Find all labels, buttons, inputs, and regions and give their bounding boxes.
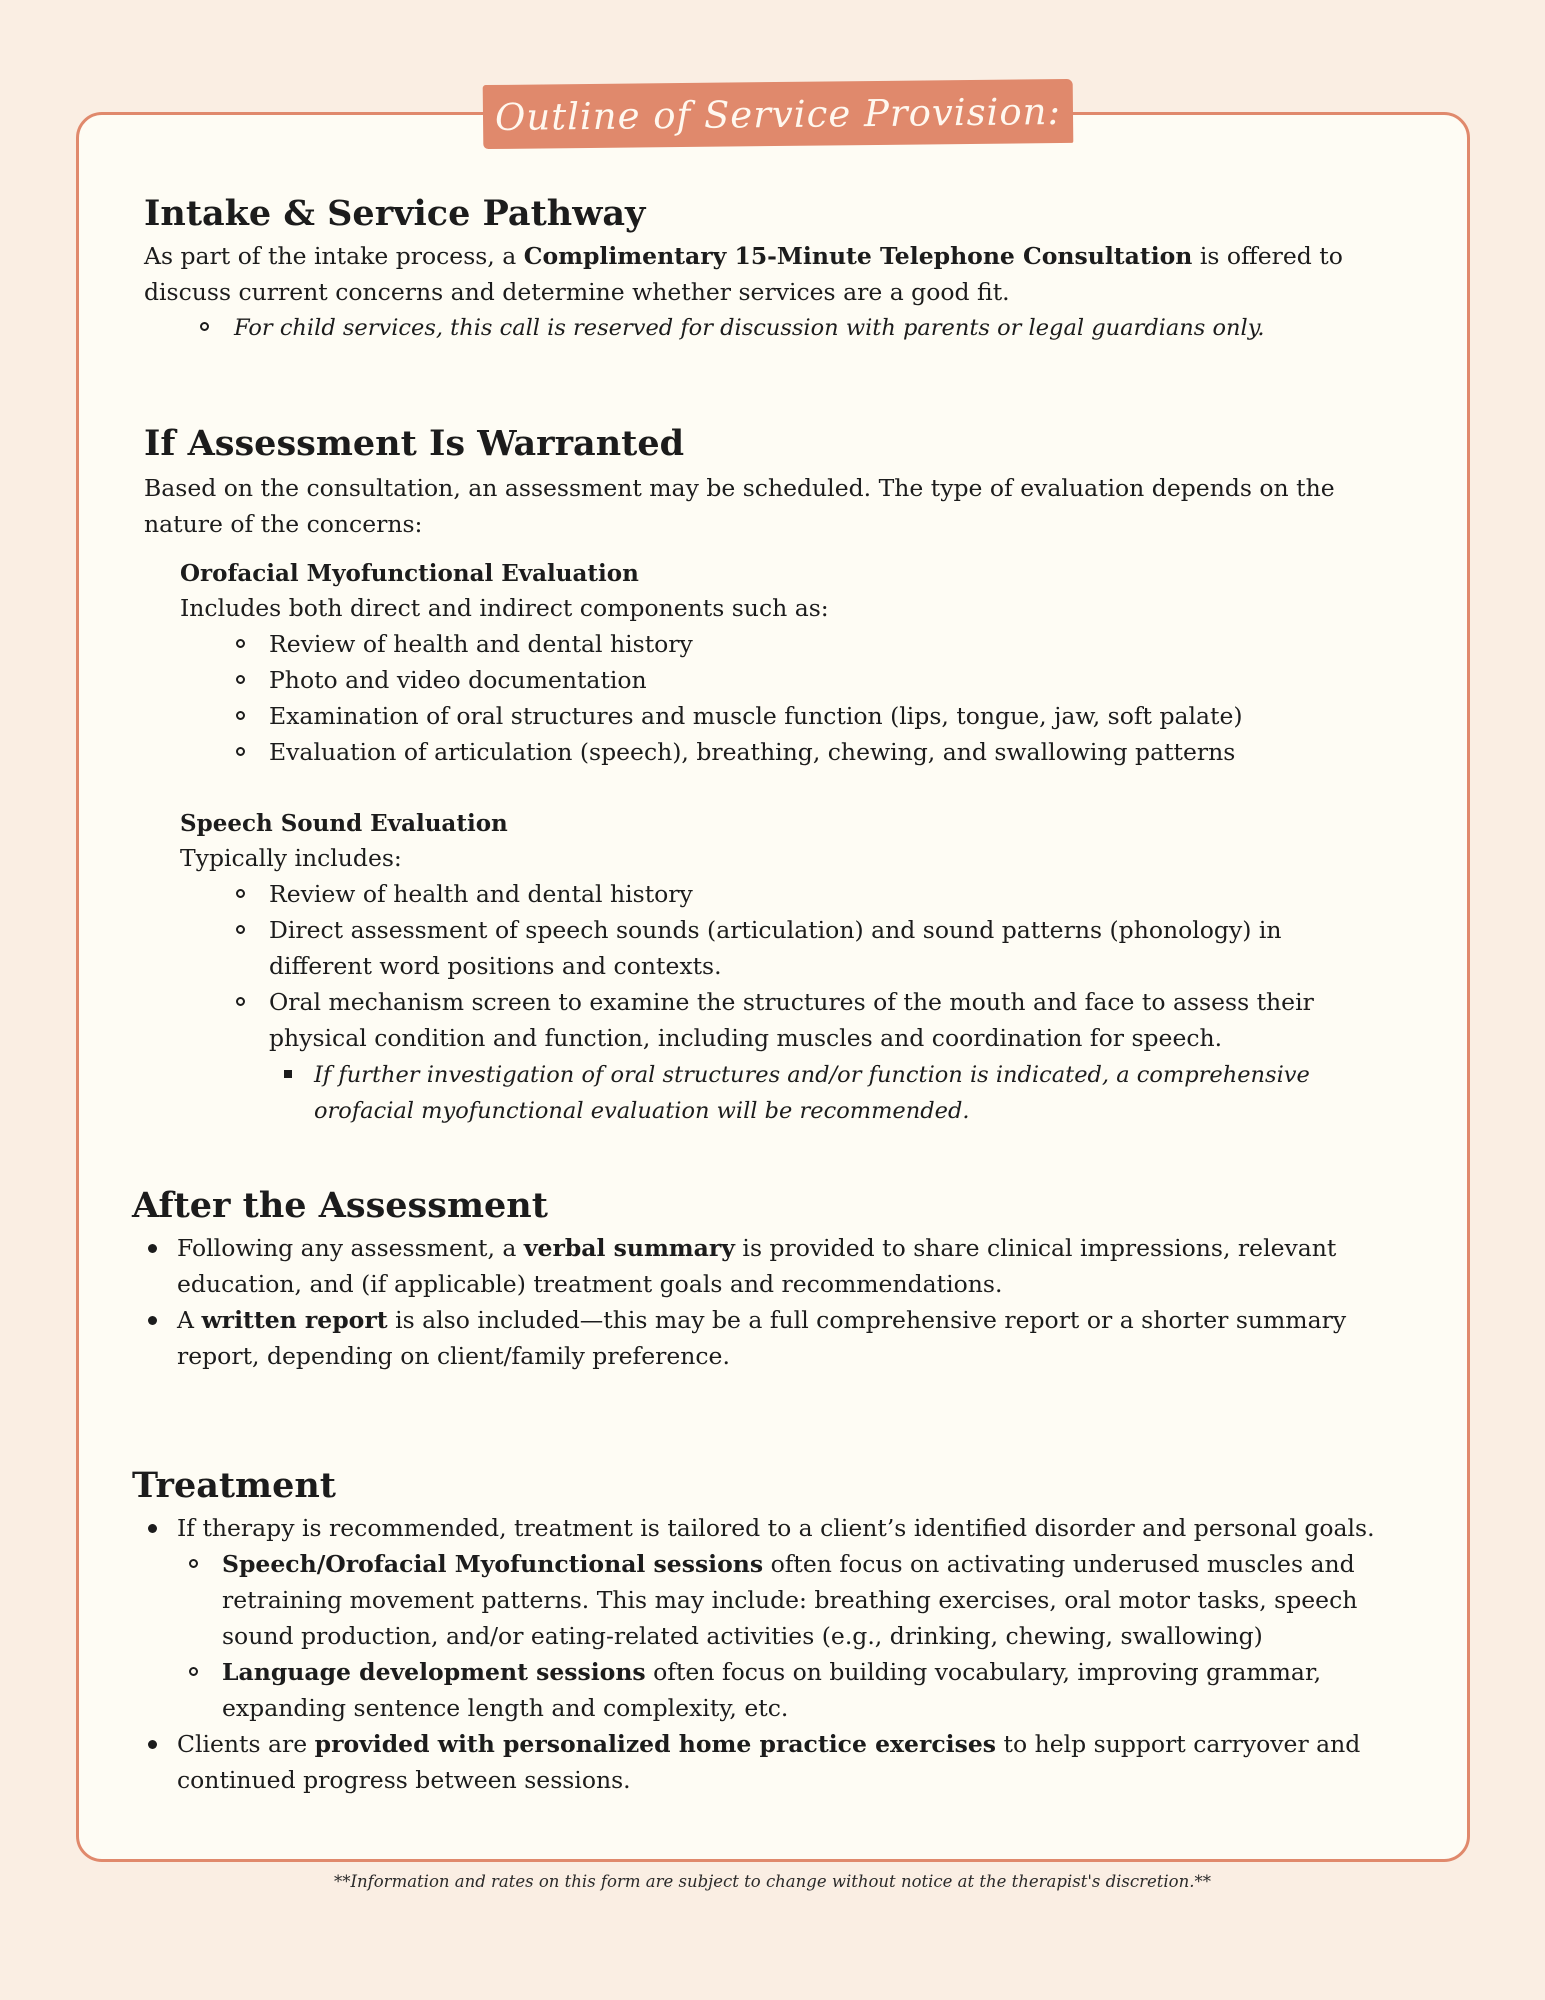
assessment-line1: Based on the consultation, an assessment may be scheduled. The type of evaluation depends on the [144,474,1335,502]
intake-consultation-bold: Complimentary 15-Minute Telephone Consultation [523,242,1193,270]
after-verbal-summary-bold: verbal summary [523,1234,735,1262]
after-bullet2 [177,1302,1346,1338]
sse-title: Speech Sound Evaluation [180,810,508,837]
banner-title: Outline of Service Provision: [494,89,1062,139]
sse-item: Direct assessment of speech sounds (articulation) and sound patterns (phonology) in [269,916,1282,944]
bullet-circle [236,925,245,934]
assessment-heading: If Assessment Is Warranted [144,423,685,464]
ofm-item: Review of health and dental history [269,630,693,658]
treatment-sub1 [222,1546,1355,1582]
after-written-report-bold: written report [201,1306,388,1334]
bullet-circle [189,1667,198,1676]
sse-note-cont: orofacial myofunctional evaluation will be recommended. [314,1098,970,1124]
bullet-disc [148,1244,157,1253]
assessment-line2: nature of the concerns: [144,510,423,538]
treatment-sub1-cont: sound production, and/or eating-related activities (e.g., drinking, chewing, swallowing) [222,1622,1263,1650]
ofm-intro: Includes both direct and indirect components such as: [180,594,829,622]
bullet-circle [189,1559,198,1568]
treatment-sub2 [222,1654,1321,1690]
intake-line1 [144,238,1343,274]
sse-note: If further investigation of oral structures and/or function is indicated, a comprehensive [314,1062,1310,1088]
after-b1-pre: Following any assessment, a [177,1234,524,1262]
bullet-circle [200,322,209,331]
banner [483,79,1074,149]
sse-item: Oral mechanism screen to examine the structures of the mouth and face to assess their [269,988,1314,1016]
after-b2-post: is also included—this may be a full comprehensive report or a shorter summary [387,1306,1347,1334]
bullet-square [284,1070,292,1078]
after-bullet1-cont: education, and (if applicable) treatment goals and recommendations. [177,1270,1003,1298]
intake-line2: discuss current concerns and determine whether services are a good fit. [144,278,1010,306]
sse-intro: Typically includes: [180,844,402,872]
treatment-bullet2-cont: continued progress between sessions. [177,1766,631,1794]
bullet-circle [236,997,245,1006]
treatment-b2-post: to help support carryover and [996,1730,1361,1758]
bullet-disc [148,1524,157,1533]
treatment-heading: Treatment [132,1465,336,1506]
ofm-item: Photo and video documentation [269,666,647,694]
intake-heading: Intake & Service Pathway [144,193,646,234]
sse-item-cont: physical condition and function, including muscles and coordination for speech. [269,1024,1223,1052]
bullet-circle [236,675,245,684]
after-bullet1 [177,1230,1336,1266]
ofm-title: Orofacial Myofunctional Evaluation [180,560,639,587]
bullet-disc [148,1740,157,1749]
treatment-bullet2 [177,1726,1360,1762]
footer-disclaimer: **Information and rates on this form are subject to change without notice at the therapist's discretion.** [334,1872,1211,1891]
intake-line1-post: is offered to [1192,242,1343,270]
treatment-language-sessions-bold: Language development sessions [222,1658,646,1686]
bullet-circle [236,889,245,898]
intake-note: For child services, this call is reserved for discussion with parents or legal guardians only. [234,315,1265,341]
treatment-s1-post: often focus on activating underused muscles and [763,1550,1355,1578]
bullet-circle [236,747,245,756]
treatment-sub1-cont: retraining movement patterns. This may include: breathing exercises, oral motor tasks, speech [222,1586,1358,1614]
after-bullet2-cont: report, depending on client/family preference. [177,1342,730,1370]
treatment-home-practice-bold: provided with personalized home practice exercises [314,1730,997,1758]
bullet-disc [148,1316,157,1325]
treatment-b2-pre: Clients are [177,1730,315,1758]
sse-item: Review of health and dental history [269,880,693,908]
ofm-item: Evaluation of articulation (speech), breathing, chewing, and swallowing patterns [269,738,1236,766]
after-b1-post: is provided to share clinical impressions, relevant [734,1234,1337,1262]
after-b2-pre: A [177,1306,202,1334]
treatment-s2-post: often focus on building vocabulary, improving grammar, [645,1658,1322,1686]
ofm-item: Examination of oral structures and muscle function (lips, tongue, jaw, soft palate) [269,702,1243,730]
bullet-circle [236,639,245,648]
sse-item-cont: different word positions and contexts. [269,952,722,980]
treatment-bullet1: If therapy is recommended, treatment is tailored to a client’s identified disorder and personal goals. [177,1514,1375,1542]
after-heading: After the Assessment [132,1185,548,1226]
treatment-speech-sessions-bold: Speech/Orofacial Myofunctional sessions [222,1550,764,1578]
treatment-sub2-cont: expanding sentence length and complexity, etc. [222,1694,789,1722]
intake-line1-pre: As part of the intake process, a [144,242,524,270]
bullet-circle [236,711,245,720]
